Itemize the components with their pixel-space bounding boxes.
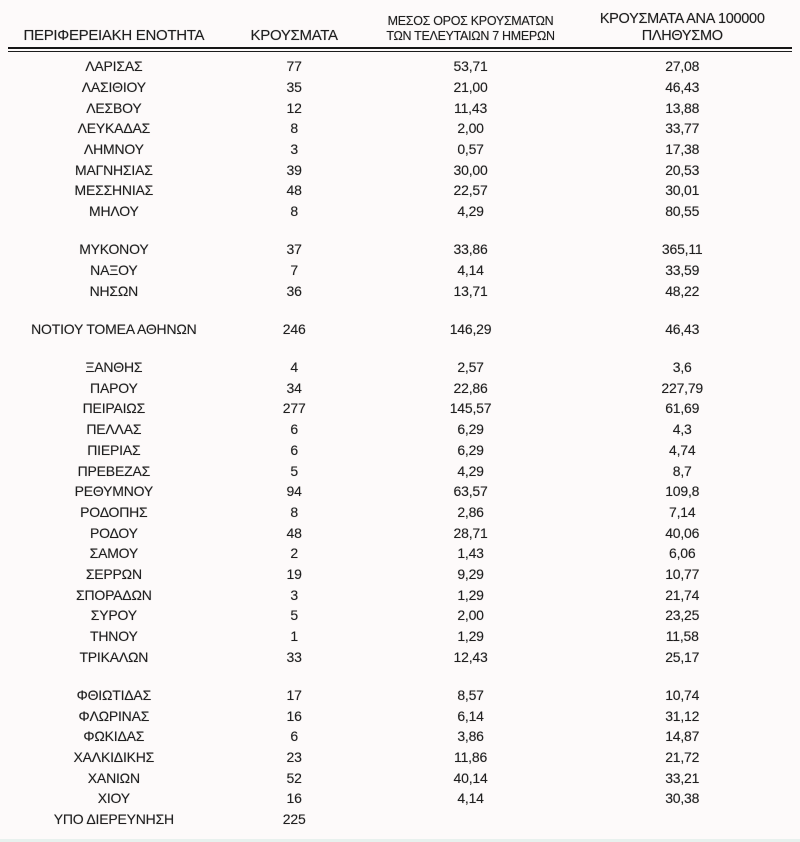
- avg7-cell: 0,57: [457, 141, 484, 158]
- per100k-cell: 27,08: [665, 58, 700, 75]
- cases-cell: 77: [286, 58, 302, 75]
- per100k-cell: 10,74: [665, 686, 700, 703]
- column-header-region: ΠΕΡΙΦΕΡΕΙΑΚΗ ΕΝΟΤΗΤΑ: [23, 27, 205, 44]
- cases-cell: 16: [286, 707, 302, 724]
- region-cell: ΛΕΥΚΑΔΑΣ: [77, 120, 151, 137]
- avg7-cell: 2,00: [457, 120, 484, 137]
- per100k-cell: 33,77: [665, 120, 700, 137]
- per100k-cell: 30,38: [665, 790, 700, 807]
- table-row: [8, 564, 792, 585]
- table-row: [8, 56, 792, 77]
- table-row: [8, 767, 792, 788]
- group-spacer: [8, 301, 792, 319]
- avg7-cell: 63,57: [453, 483, 488, 500]
- table-header-row: [8, 5, 792, 44]
- region-cell: ΛΑΣΙΘΙΟΥ: [81, 79, 146, 96]
- table-row: [8, 159, 792, 180]
- region-cell: ΣΑΜΟΥ: [89, 545, 139, 562]
- cases-cell: 34: [286, 379, 302, 396]
- region-cell: ΦΘΙΩΤΙΔΑΣ: [76, 686, 152, 703]
- per100k-cell: 20,53: [665, 161, 700, 178]
- table-row: [8, 726, 792, 747]
- cases-cell: 5: [290, 462, 298, 479]
- per100k-cell: 61,69: [665, 400, 700, 417]
- table-row: [8, 605, 792, 626]
- region-cell: ΣΕΡΡΩΝ: [85, 565, 142, 582]
- region-cell: ΜΥΚΟΝΟΥ: [79, 241, 149, 258]
- cases-cell: 23: [286, 748, 302, 765]
- region-cell: ΝΗΣΩΝ: [89, 282, 139, 299]
- per100k-cell: 14,87: [665, 728, 700, 745]
- table-row: [8, 180, 792, 201]
- column-header-cases-per-100k: [572, 11, 792, 44]
- avg7-cell: 9,29: [457, 565, 484, 582]
- cases-cell: 3: [290, 586, 298, 603]
- table-row: [8, 139, 792, 160]
- per100k-cell: 46,43: [665, 320, 700, 337]
- avg7-cell: 13,71: [453, 282, 488, 299]
- per100k-cell: 33,59: [665, 262, 700, 279]
- avg7-cell: 40,14: [453, 769, 488, 786]
- region-cell: ΠΑΡΟΥ: [90, 379, 138, 396]
- region-cell: ΛΗΜΝΟΥ: [83, 141, 144, 158]
- cases-cell: 52: [286, 769, 302, 786]
- cases-cell: 5: [290, 607, 298, 624]
- column-header-7day-average-line2: ΤΩΝ ΤΕΛΕΥΤΑΙΩΝ 7 ΗΜΕΡΩΝ: [386, 29, 555, 43]
- avg7-cell: 1,29: [457, 628, 484, 645]
- cases-cell: 48: [286, 182, 302, 199]
- per100k-cell: 4,3: [672, 421, 692, 438]
- region-cell: ΠΡΕΒΕΖΑΣ: [77, 462, 151, 479]
- avg7-cell: 8,57: [457, 686, 484, 703]
- cases-cell: 37: [286, 241, 302, 258]
- per100k-cell: 365,11: [661, 241, 703, 258]
- avg7-cell: 6,29: [457, 421, 484, 438]
- cases-cell: 2: [290, 545, 298, 562]
- table-row: [8, 481, 792, 502]
- table-body: [8, 52, 792, 829]
- per100k-cell: 8,7: [672, 462, 692, 479]
- table-row: [8, 460, 792, 481]
- region-cell: ΧΑΝΙΩΝ: [87, 769, 140, 786]
- group-spacer: [8, 222, 792, 240]
- cases-cell: 8: [290, 503, 298, 520]
- table-row: [8, 377, 792, 398]
- table-row: [8, 685, 792, 706]
- table-row: [8, 239, 792, 260]
- per100k-cell: 25,17: [665, 648, 700, 665]
- table-row: [8, 319, 792, 340]
- column-header-cases-per-100k-line2: ΠΛΗΘΥΣΜΟ: [641, 27, 723, 44]
- cases-cell: 17: [286, 686, 302, 703]
- per100k-cell: 13,88: [665, 99, 700, 116]
- region-cell: ΣΥΡΟΥ: [90, 607, 137, 624]
- cases-cell: 36: [286, 282, 302, 299]
- region-cell: ΧΑΛΚΙΔΙΚΗΣ: [73, 748, 155, 765]
- region-cell: ΜΗΛΟΥ: [89, 203, 139, 220]
- avg7-cell: 22,86: [453, 379, 488, 396]
- table-row: [8, 646, 792, 667]
- column-header-7day-average-line1: ΜΕΣΟΣ ΟΡΟΣ ΚΡΟΥΣΜΑΤΩΝ: [387, 14, 554, 28]
- per100k-cell: 3,6: [672, 359, 692, 376]
- region-cell: ΛΕΣΒΟΥ: [86, 99, 142, 116]
- per100k-cell: 30,01: [665, 182, 700, 199]
- avg7-cell: 3,86: [457, 728, 484, 745]
- avg7-cell: 6,29: [457, 441, 484, 458]
- column-header-cases: ΚΡΟΥΣΜΑΤΑ: [250, 27, 338, 44]
- table-row: [8, 543, 792, 564]
- region-cell: ΠΕΛΛΑΣ: [86, 421, 142, 438]
- cases-cell: 7: [290, 262, 298, 279]
- per100k-cell: 31,12: [665, 707, 700, 724]
- cases-cell: 225: [282, 811, 306, 828]
- cases-cell: 8: [290, 120, 298, 137]
- table-row: [8, 280, 792, 301]
- cases-cell: 277: [282, 400, 306, 417]
- avg7-cell: 28,71: [453, 524, 488, 541]
- per100k-cell: 33,21: [665, 769, 700, 786]
- region-cell: ΜΑΓΝΗΣΙΑΣ: [75, 161, 153, 178]
- avg7-cell: 22,57: [453, 182, 488, 199]
- avg7-cell: 53,71: [453, 58, 488, 75]
- avg7-cell: 145,57: [449, 400, 492, 417]
- avg7-cell: 21,00: [453, 79, 488, 96]
- table-row: [8, 201, 792, 222]
- table-row: [8, 440, 792, 461]
- region-cell: ΦΩΚΙΔΑΣ: [83, 728, 145, 745]
- avg7-cell: 1,43: [457, 545, 484, 562]
- per100k-cell: 40,06: [665, 524, 700, 541]
- avg7-cell: 6,14: [457, 707, 484, 724]
- per100k-cell: 17,38: [665, 141, 700, 158]
- table-row: [8, 788, 792, 809]
- per100k-cell: 11,58: [665, 628, 699, 645]
- table-row: [8, 705, 792, 726]
- avg7-cell: 11,86: [454, 748, 488, 765]
- per100k-cell: 4,74: [668, 441, 696, 458]
- region-cell: ΛΑΡΙΣΑΣ: [85, 58, 143, 75]
- region-cell: ΡΟΔΟΥ: [89, 524, 138, 541]
- cases-cell: 6: [290, 421, 298, 438]
- per100k-cell: 227,79: [661, 379, 704, 396]
- avg7-cell: 4,29: [457, 203, 484, 220]
- region-cell: ΣΠΟΡΑΔΩΝ: [76, 586, 152, 603]
- region-cell: ΦΛΩΡΙΝΑΣ: [78, 707, 150, 724]
- table-row: [8, 747, 792, 768]
- table-row: [8, 522, 792, 543]
- cases-cell: 4: [290, 359, 298, 376]
- avg7-cell: 30,00: [453, 161, 488, 178]
- region-cell: ΠΙΕΡΙΑΣ: [87, 441, 141, 458]
- table-row: [8, 626, 792, 647]
- table-row: [8, 357, 792, 378]
- table-row: [8, 398, 792, 419]
- cases-cell: 39: [286, 161, 302, 178]
- cases-cell: 48: [286, 524, 302, 541]
- avg7-cell: 146,29: [449, 320, 492, 337]
- cases-cell: 35: [286, 79, 302, 96]
- column-header-cases-per-100k-line1: ΚΡΟΥΣΜΑΤΑ ΑΝΑ 100000: [599, 11, 765, 27]
- avg7-cell: 2,86: [457, 503, 484, 520]
- table-row: [8, 502, 792, 523]
- column-header-7day-average: [369, 14, 573, 44]
- table-row: [8, 260, 792, 281]
- avg7-cell: 12,43: [453, 648, 488, 665]
- group-spacer: [8, 339, 792, 357]
- table-row: [8, 97, 792, 118]
- avg7-cell: 11,43: [454, 99, 488, 116]
- table-row: [8, 419, 792, 440]
- region-cell: ΠΕΙΡΑΙΩΣ: [82, 400, 146, 417]
- per100k-cell: 7,14: [668, 503, 696, 520]
- region-cell: ΞΑΝΘΗΣ: [85, 359, 143, 376]
- cases-cell: 6: [290, 441, 298, 458]
- avg7-cell: 2,57: [457, 359, 484, 376]
- cases-cell: 3: [290, 141, 298, 158]
- per100k-cell: 109,8: [665, 483, 700, 500]
- cases-cell: 33: [286, 648, 302, 665]
- table-row: [8, 77, 792, 98]
- cases-cell: 1: [290, 628, 298, 645]
- per100k-cell: 46,43: [665, 79, 700, 96]
- table-row: [8, 584, 792, 605]
- cases-cell: 8: [290, 203, 298, 220]
- cases-cell: 16: [286, 790, 302, 807]
- region-cell: ΤΗΝΟΥ: [90, 628, 138, 645]
- region-cell: ΡΕΘΥΜΝΟΥ: [74, 483, 154, 500]
- cases-cell: 12: [286, 99, 302, 116]
- per100k-cell: 21,72: [665, 748, 700, 765]
- cases-cell: 94: [286, 483, 302, 500]
- region-cell: ΡΟΔΟΠΗΣ: [80, 503, 148, 520]
- per100k-cell: 10,77: [665, 565, 700, 582]
- avg7-cell: 33,86: [453, 241, 488, 258]
- avg7-cell: 2,00: [457, 607, 484, 624]
- region-cell: ΥΠΟ ΔΙΕΡΕΥΝΗΣΗ: [53, 811, 174, 828]
- cases-cell: 6: [290, 728, 298, 745]
- avg7-cell: 1,29: [457, 586, 484, 603]
- region-cell: ΧΙΟΥ: [97, 790, 130, 807]
- group-spacer: [8, 667, 792, 685]
- cases-cell: 19: [286, 565, 302, 582]
- per100k-cell: 80,55: [665, 203, 700, 220]
- region-cell: ΜΕΣΣΗΝΙΑΣ: [74, 182, 154, 199]
- region-cell: ΝΑΞΟΥ: [90, 262, 138, 279]
- per100k-cell: 21,74: [665, 586, 700, 603]
- table-row: [8, 118, 792, 139]
- avg7-cell: 4,14: [457, 262, 484, 279]
- region-cell: ΤΡΙΚΑΛΩΝ: [79, 648, 149, 665]
- avg7-cell: 4,14: [457, 790, 484, 807]
- table-row: [8, 809, 792, 830]
- region-cell: ΝΟΤΙΟΥ ΤΟΜΕΑ ΑΘΗΝΩΝ: [31, 320, 197, 337]
- avg7-cell: 4,29: [457, 462, 484, 479]
- per100k-cell: 6,06: [668, 545, 696, 562]
- cases-cell: 246: [282, 320, 306, 337]
- per100k-cell: 48,22: [665, 282, 700, 299]
- per100k-cell: 23,25: [665, 607, 700, 624]
